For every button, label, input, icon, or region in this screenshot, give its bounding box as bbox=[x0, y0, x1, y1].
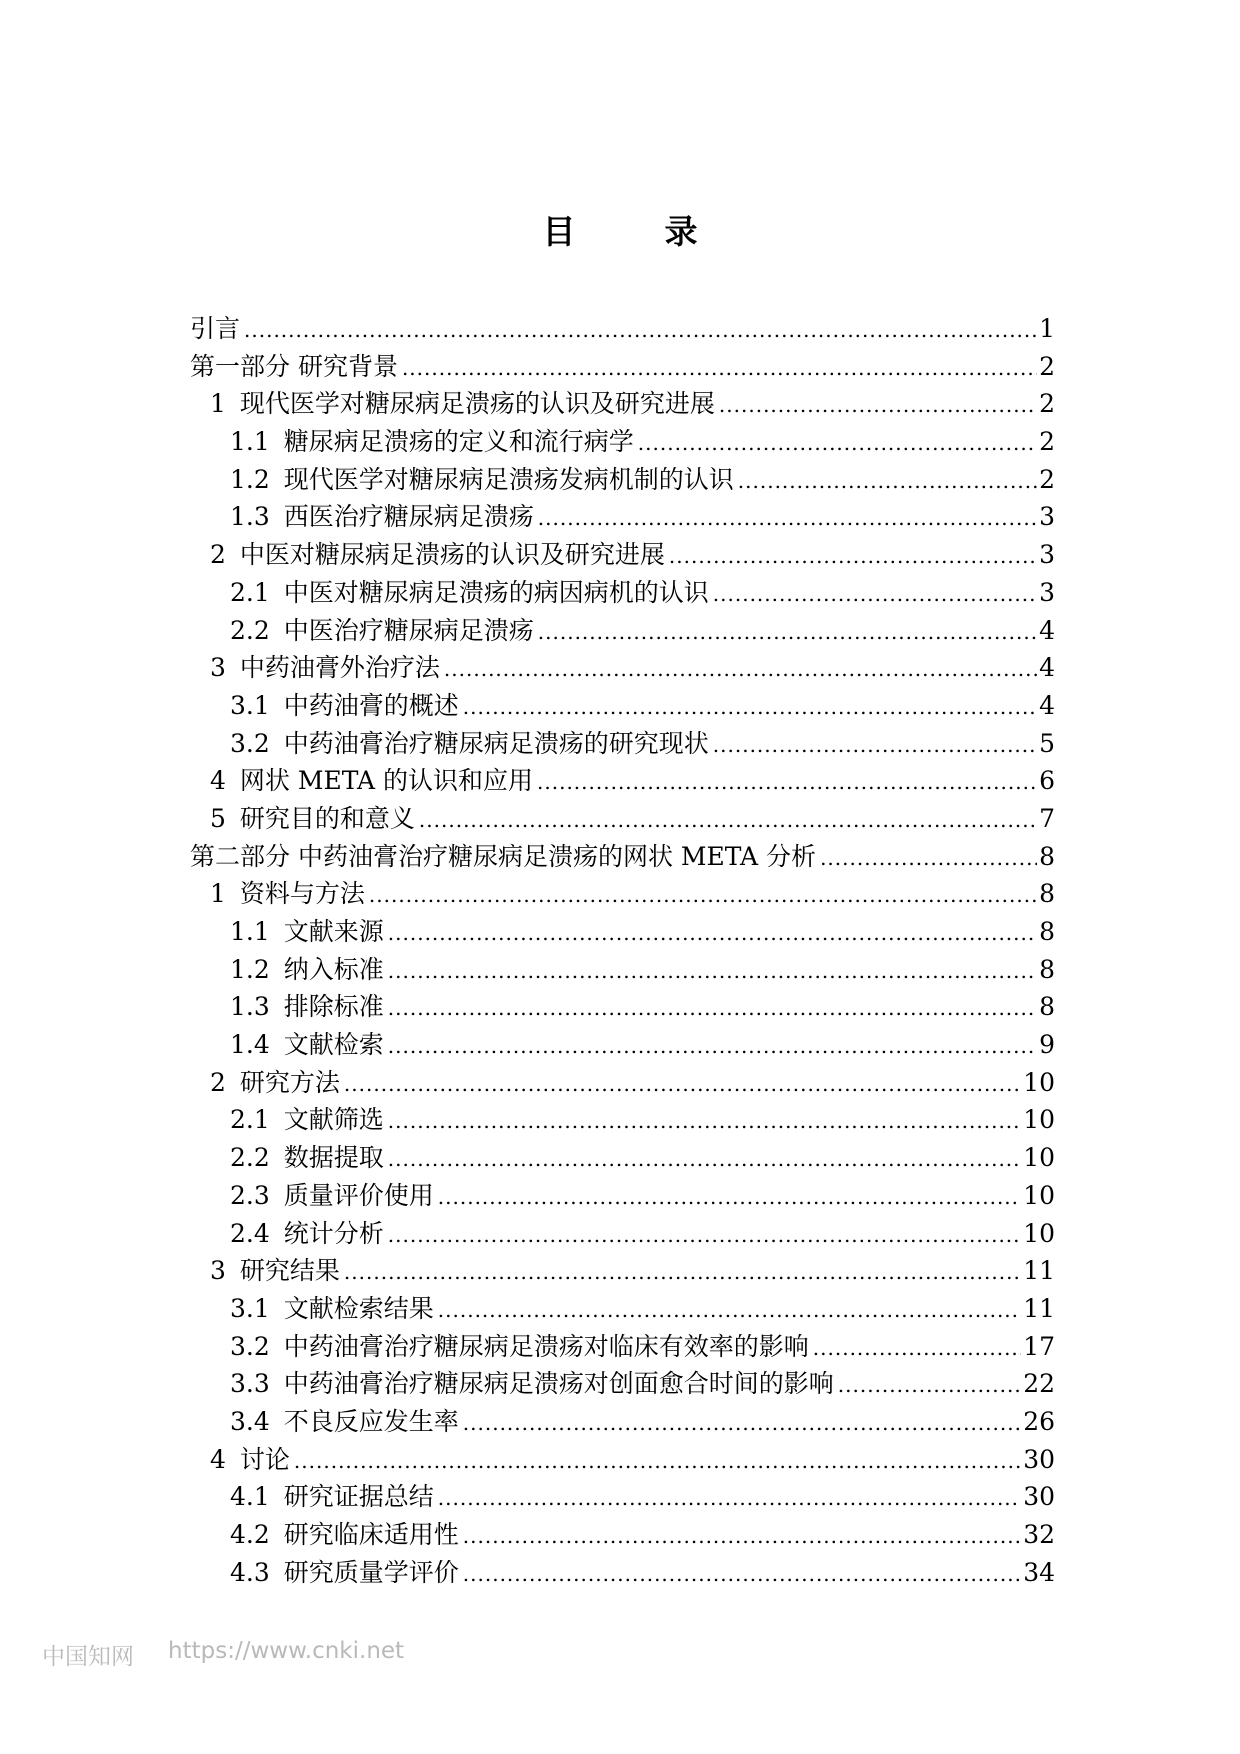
toc-entry-page: 4 bbox=[1039, 653, 1055, 683]
toc-entry[interactable] bbox=[190, 1026, 1055, 1064]
toc-entry[interactable] bbox=[190, 574, 1055, 612]
dot-leader bbox=[669, 536, 1037, 576]
toc-entry-number: 1.4 bbox=[230, 1030, 270, 1060]
dot-leader bbox=[438, 1290, 1021, 1330]
toc-entry-number: 4 bbox=[210, 1444, 226, 1474]
dot-leader bbox=[537, 762, 1037, 802]
toc-entry-title: 文献检索结果 bbox=[283, 1293, 434, 1323]
toc-entry[interactable] bbox=[190, 913, 1055, 951]
toc-entry-title: 统计分析 bbox=[283, 1218, 384, 1248]
toc-entry[interactable] bbox=[190, 687, 1055, 725]
toc-entry[interactable] bbox=[190, 1441, 1055, 1479]
toc-entry[interactable] bbox=[190, 725, 1055, 763]
dot-leader bbox=[463, 687, 1037, 727]
toc-entry-title: 资料与方法 bbox=[239, 879, 365, 909]
toc-entry-number: 4.3 bbox=[230, 1557, 270, 1587]
toc-entry-title: 中药油膏治疗糖尿病足溃疡的研究现状 bbox=[283, 728, 709, 758]
toc-entry-number: 2.1 bbox=[230, 1105, 270, 1135]
toc-entry-page: 30 bbox=[1023, 1444, 1055, 1474]
toc-entry-page: 32 bbox=[1023, 1520, 1055, 1549]
toc-entry-number: 1.2 bbox=[230, 464, 270, 494]
toc-entry[interactable] bbox=[190, 1252, 1055, 1290]
toc-entry-page: 1 bbox=[1039, 314, 1055, 343]
toc-entry-number: 5 bbox=[210, 803, 226, 833]
toc-entry-title: 中药油膏的概述 bbox=[283, 690, 459, 720]
toc-entry-title: 文献来源 bbox=[283, 917, 384, 946]
toc-entry-page: 6 bbox=[1039, 766, 1055, 796]
toc-entry[interactable] bbox=[190, 1403, 1055, 1441]
toc-entry-page: 10 bbox=[1023, 1143, 1055, 1173]
toc-entry-title: 研究临床适用性 bbox=[283, 1520, 459, 1549]
dot-leader bbox=[294, 1441, 1021, 1481]
toc-entry-page: 30 bbox=[1023, 1482, 1055, 1512]
toc-entry-page: 10 bbox=[1023, 1180, 1055, 1210]
toc-entry[interactable] bbox=[190, 762, 1055, 800]
toc-entry-page: 2 bbox=[1039, 389, 1055, 419]
toc-entry-title: 中药油膏治疗糖尿病足溃疡对临床有效率的影响 bbox=[283, 1331, 809, 1361]
table-of-contents bbox=[190, 310, 1055, 1591]
toc-entry-number: 1 bbox=[210, 879, 226, 909]
toc-entry-number: 2.3 bbox=[230, 1180, 270, 1210]
toc-entry-page: 8 bbox=[1039, 917, 1055, 946]
dot-leader bbox=[838, 1365, 1021, 1405]
toc-entry-title: 排除标准 bbox=[283, 992, 384, 1022]
dot-leader bbox=[538, 498, 1037, 538]
dot-leader bbox=[244, 310, 1037, 350]
toc-entry[interactable] bbox=[190, 988, 1055, 1026]
toc-entry[interactable] bbox=[190, 1290, 1055, 1328]
toc-entry-title: 纳入标准 bbox=[283, 954, 384, 984]
toc-entry-title: 中药油膏外治疗法 bbox=[239, 653, 440, 683]
toc-entry-page: 5 bbox=[1039, 728, 1055, 758]
toc-entry-page: 2 bbox=[1039, 464, 1055, 494]
toc-entry-page: 10 bbox=[1023, 1218, 1055, 1248]
toc-entry-title: 第一部分 研究背景 bbox=[190, 351, 398, 381]
toc-entry-title: 讨论 bbox=[239, 1444, 290, 1474]
toc-entry-page: 26 bbox=[1023, 1406, 1055, 1436]
toc-entry-page: 3 bbox=[1039, 577, 1055, 607]
dot-leader bbox=[369, 875, 1037, 915]
dot-leader bbox=[463, 1403, 1021, 1443]
dot-leader bbox=[388, 951, 1037, 991]
toc-entry-page: 8 bbox=[1039, 879, 1055, 909]
toc-entry[interactable] bbox=[190, 1177, 1055, 1215]
dot-leader bbox=[444, 649, 1037, 689]
toc-entry-page: 3 bbox=[1039, 540, 1055, 570]
toc-entry-page: 4 bbox=[1039, 690, 1055, 720]
toc-entry[interactable] bbox=[190, 385, 1055, 423]
toc-entry-title: 研究方法 bbox=[239, 1067, 340, 1097]
toc-entry-number: 1.1 bbox=[230, 427, 270, 457]
toc-entry-number: 3.1 bbox=[230, 1293, 270, 1323]
toc-entry-number: 3.2 bbox=[230, 728, 270, 758]
toc-entry-number: 3.4 bbox=[230, 1406, 270, 1436]
dot-leader bbox=[388, 988, 1037, 1028]
toc-entry-title: 中医治疗糖尿病足溃疡 bbox=[283, 615, 534, 645]
toc-entry-title: 研究结果 bbox=[239, 1256, 340, 1286]
toc-entry-title: 数据提取 bbox=[283, 1143, 384, 1173]
toc-entry-number: 1 bbox=[210, 389, 226, 419]
toc-entry-number: 4.2 bbox=[230, 1520, 270, 1549]
toc-entry-title: 网状 META 的认识和应用 bbox=[239, 766, 534, 796]
toc-entry[interactable] bbox=[190, 1215, 1055, 1253]
dot-leader bbox=[438, 1478, 1021, 1518]
toc-entry-number: 2.2 bbox=[230, 615, 270, 645]
toc-entry-number: 1.3 bbox=[230, 502, 270, 532]
toc-entry-title: 研究目的和意义 bbox=[239, 803, 415, 833]
toc-entry-title: 引言 bbox=[190, 314, 241, 343]
toc-entry[interactable] bbox=[190, 1478, 1055, 1516]
toc-entry-page: 2 bbox=[1039, 427, 1055, 457]
dot-leader bbox=[388, 1026, 1037, 1066]
toc-entry[interactable] bbox=[190, 498, 1055, 536]
dot-leader bbox=[738, 461, 1037, 501]
dot-leader bbox=[538, 612, 1037, 652]
toc-entry[interactable] bbox=[190, 536, 1055, 574]
toc-entry-number: 2 bbox=[210, 540, 226, 570]
toc-entry-number: 4 bbox=[210, 766, 226, 796]
toc-entry-number: 3 bbox=[210, 1256, 226, 1286]
toc-entry[interactable] bbox=[190, 951, 1055, 989]
toc-entry-number: 2 bbox=[210, 1067, 226, 1097]
toc-entry[interactable] bbox=[190, 1554, 1055, 1592]
toc-entry-page: 10 bbox=[1023, 1105, 1055, 1135]
toc-entry-number: 1.3 bbox=[230, 992, 270, 1022]
toc-entry[interactable] bbox=[190, 423, 1055, 461]
toc-entry[interactable] bbox=[190, 348, 1055, 386]
toc-entry-title: 现代医学对糖尿病足溃疡发病机制的认识 bbox=[283, 464, 734, 494]
toc-entry[interactable] bbox=[190, 1516, 1055, 1554]
toc-entry-number: 3 bbox=[210, 653, 226, 683]
toc-entry[interactable] bbox=[190, 838, 1055, 876]
dot-leader bbox=[344, 1252, 1021, 1292]
toc-entry[interactable] bbox=[190, 1328, 1055, 1366]
dot-leader bbox=[813, 1328, 1021, 1368]
toc-entry-title: 第二部分 中药油膏治疗糖尿病足溃疡的网状 META 分析 bbox=[190, 841, 817, 871]
toc-entry-number: 4.1 bbox=[230, 1482, 270, 1512]
dot-leader bbox=[438, 1177, 1021, 1217]
dot-leader bbox=[463, 1516, 1021, 1556]
toc-entry-page: 17 bbox=[1023, 1331, 1055, 1361]
toc-entry-title: 不良反应发生率 bbox=[283, 1406, 459, 1436]
toc-entry-page: 22 bbox=[1023, 1369, 1055, 1399]
cnki-url: https://www.cnki.net bbox=[168, 1638, 405, 1664]
dot-leader bbox=[344, 1064, 1021, 1104]
dot-leader bbox=[638, 423, 1037, 463]
dot-leader bbox=[719, 385, 1037, 425]
toc-entry-page: 9 bbox=[1039, 1030, 1055, 1060]
toc-entry[interactable] bbox=[190, 461, 1055, 499]
toc-entry-page: 34 bbox=[1023, 1557, 1055, 1587]
toc-entry-title: 糖尿病足溃疡的定义和流行病学 bbox=[283, 427, 634, 457]
dot-leader bbox=[388, 1101, 1021, 1141]
toc-entry-page: 8 bbox=[1039, 954, 1055, 984]
toc-entry[interactable] bbox=[190, 800, 1055, 838]
dot-leader bbox=[402, 348, 1037, 388]
toc-entry-title: 中药油膏治疗糖尿病足溃疡对创面愈合时间的影响 bbox=[283, 1369, 834, 1399]
toc-entry-page: 11 bbox=[1023, 1293, 1055, 1323]
toc-entry-number: 2.4 bbox=[230, 1218, 270, 1248]
toc-entry-page: 10 bbox=[1023, 1067, 1055, 1097]
toc-entry[interactable] bbox=[190, 612, 1055, 650]
toc-entry-number: 1.1 bbox=[230, 917, 270, 946]
toc-entry-number: 3.3 bbox=[230, 1369, 270, 1399]
toc-entry[interactable] bbox=[190, 1101, 1055, 1139]
toc-entry-number: 2.2 bbox=[230, 1143, 270, 1173]
dot-leader bbox=[388, 1139, 1021, 1179]
toc-entry-number: 1.2 bbox=[230, 954, 270, 984]
toc-entry[interactable] bbox=[190, 1365, 1055, 1403]
toc-entry-title: 研究质量学评价 bbox=[283, 1557, 459, 1587]
toc-entry-number: 3.2 bbox=[230, 1331, 270, 1361]
dot-leader bbox=[713, 725, 1037, 765]
dot-leader bbox=[388, 1215, 1021, 1255]
toc-entry-page: 11 bbox=[1023, 1256, 1055, 1286]
dot-leader bbox=[713, 574, 1037, 614]
toc-entry[interactable] bbox=[190, 649, 1055, 687]
dot-leader bbox=[419, 800, 1037, 840]
toc-entry-title: 文献筛选 bbox=[283, 1105, 384, 1135]
toc-entry-title: 文献检索 bbox=[283, 1030, 384, 1060]
dot-leader bbox=[463, 1554, 1021, 1594]
toc-entry[interactable] bbox=[190, 875, 1055, 913]
toc-entry-page: 8 bbox=[1039, 841, 1055, 871]
toc-entry[interactable] bbox=[190, 310, 1055, 348]
watermark-footer bbox=[42, 1638, 404, 1671]
toc-entry-title: 西医治疗糖尿病足溃疡 bbox=[283, 502, 534, 532]
toc-entry-page: 4 bbox=[1039, 615, 1055, 645]
toc-entry-title: 质量评价使用 bbox=[283, 1180, 434, 1210]
toc-entry-title: 中医对糖尿病足溃疡的病因病机的认识 bbox=[283, 577, 709, 607]
page-title: 目 录 bbox=[542, 212, 726, 251]
toc-entry[interactable] bbox=[190, 1139, 1055, 1177]
toc-entry-number: 2.1 bbox=[230, 577, 270, 607]
toc-entry-title: 研究证据总结 bbox=[283, 1482, 434, 1512]
toc-entry-page: 3 bbox=[1039, 502, 1055, 532]
toc-entry-number: 3.1 bbox=[230, 690, 270, 720]
toc-entry-title: 现代医学对糖尿病足溃疡的认识及研究进展 bbox=[239, 389, 715, 419]
toc-entry-page: 7 bbox=[1039, 803, 1055, 833]
dot-leader bbox=[820, 838, 1037, 878]
toc-entry[interactable] bbox=[190, 1064, 1055, 1102]
cnki-brand: 中国知网 bbox=[42, 1644, 134, 1670]
toc-entry-title: 中医对糖尿病足溃疡的认识及研究进展 bbox=[239, 540, 665, 570]
toc-entry-page: 8 bbox=[1039, 992, 1055, 1022]
toc-entry-page: 2 bbox=[1039, 351, 1055, 381]
dot-leader bbox=[388, 913, 1037, 953]
